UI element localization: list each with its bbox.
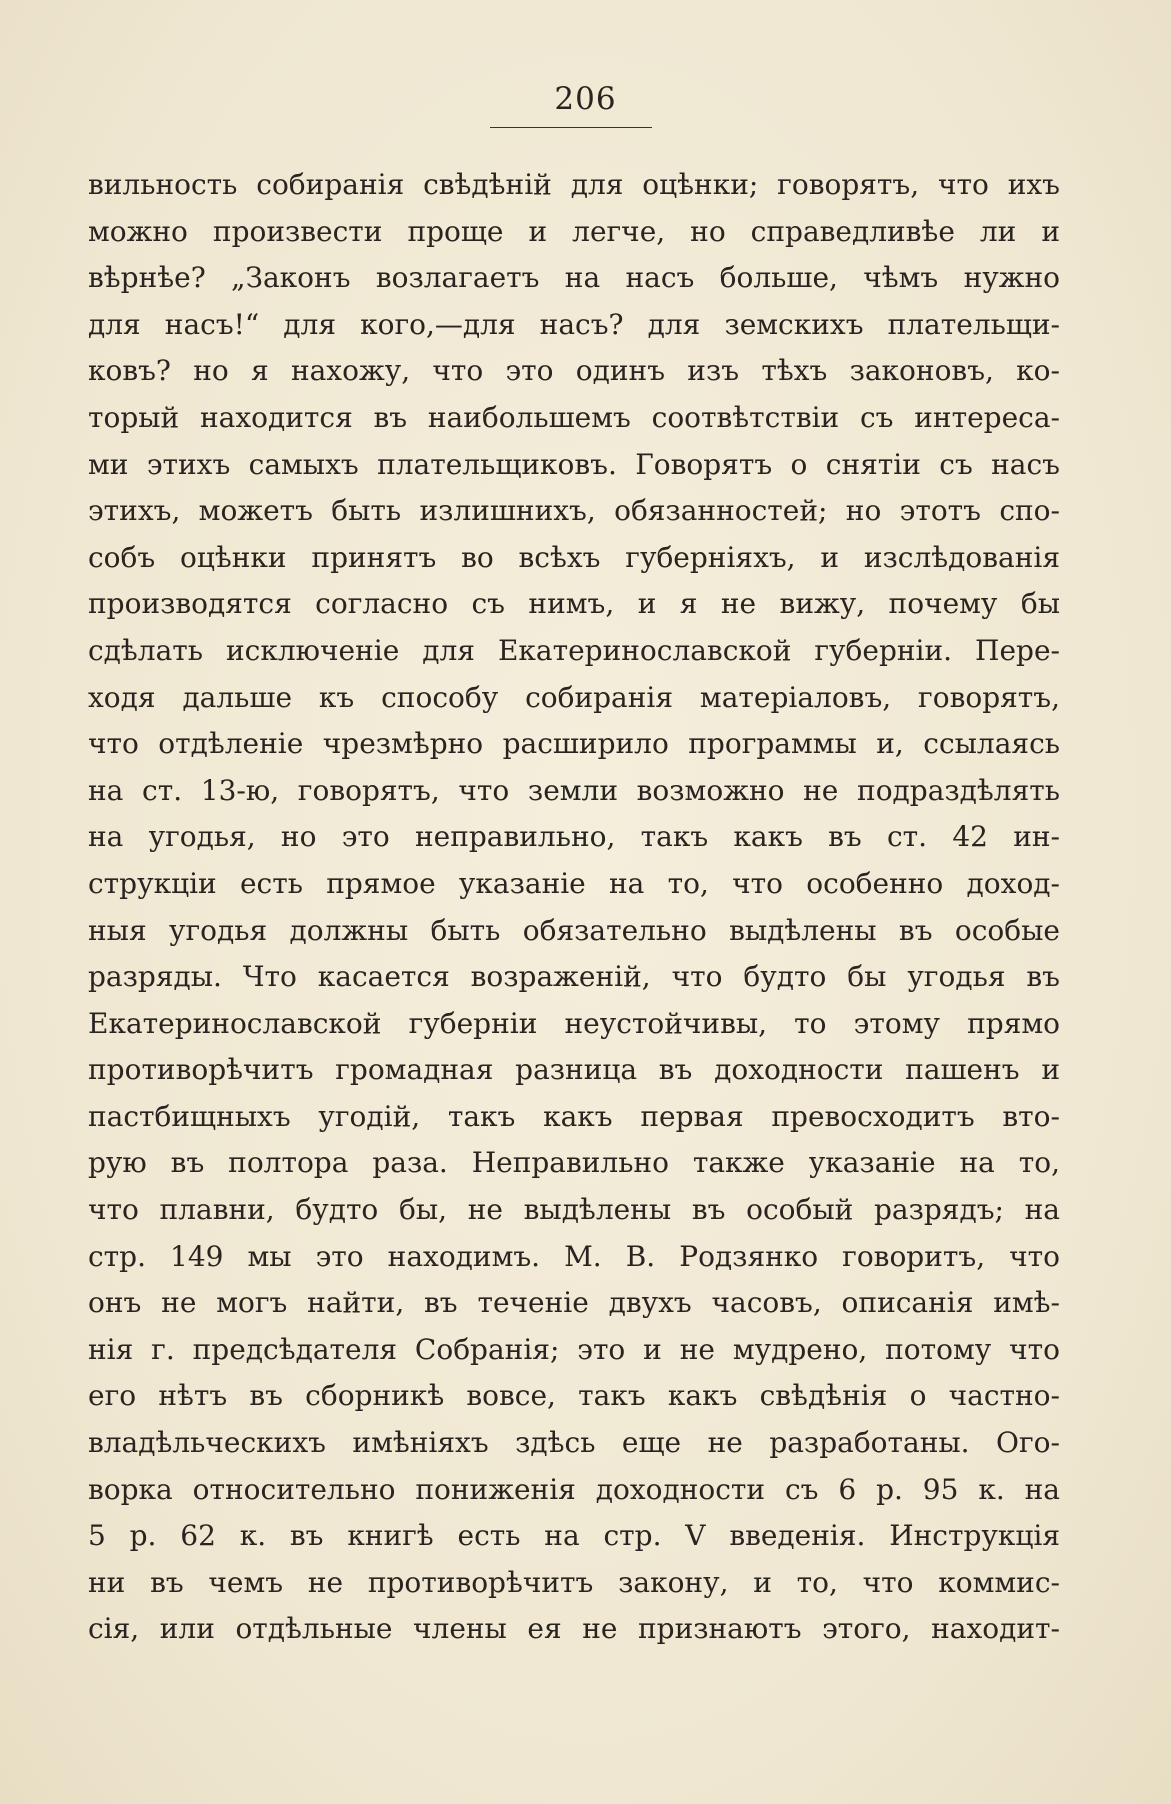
text-line: производятся согласно съ нимъ, и я не вижу, почему бы — [88, 587, 1060, 621]
text-line: разряды. Что касается возраженій, что будто бы угодья въ — [88, 960, 1060, 994]
text-line: ковъ? но я нахожу, что это одинъ изъ тѣхъ законовъ, ко- — [88, 354, 1060, 388]
text-line: что отдѣленіе чрезмѣрно расширило программы и, ссылаясь — [88, 727, 1060, 761]
text-line: 5 р. 62 к. въ книгѣ есть на стр. V введенія. Инструкція — [88, 1519, 1060, 1553]
text-line: ходя дальше къ способу собиранія матеріаловъ, говорятъ, — [88, 680, 1060, 714]
page-number: 206 — [554, 81, 617, 117]
text-line: его нѣтъ въ сборникѣ вовсе, такъ какъ свѣдѣнія о частно- — [88, 1379, 1060, 1413]
text-line: на угодья, но это неправильно, такъ какъ въ ст. 42 ин- — [88, 820, 1060, 854]
text-line: ныя угодья должны быть обязательно выдѣлены въ особые — [88, 913, 1060, 947]
text-line: ми этихъ самыхъ плательщиковъ. Говорятъ о снятіи съ насъ — [88, 447, 1060, 481]
text-line: для насъ!“ для кого,—для насъ? для земскихъ плательщи- — [88, 307, 1060, 341]
text-line: противорѣчитъ громадная разница въ доходности пашенъ и — [88, 1053, 1060, 1087]
text-line: рую въ полтора раза. Неправильно также указаніе на то, — [88, 1146, 1060, 1180]
text-line: владѣльческихъ имѣніяхъ здѣсь еще не разработаны. Ого- — [88, 1426, 1060, 1460]
text-line: вѣрнѣе? „Законъ возлагаетъ на насъ больше, чѣмъ нужно — [88, 261, 1060, 295]
text-line: на ст. 13-ю, говорятъ, что земли возможно не подраздѣлять — [88, 773, 1060, 807]
text-line: струкціи есть прямое указаніе на то, что особенно доход- — [88, 866, 1060, 900]
text-line: собъ оцѣнки принятъ во всѣхъ губерніяхъ, и изслѣдованія — [88, 540, 1060, 574]
text-line: ворка относительно пониженія доходности съ 6 р. 95 к. на — [88, 1472, 1060, 1506]
text-line: пастбищныхъ угодій, такъ какъ первая превосходитъ вто- — [88, 1099, 1060, 1133]
body-text — [88, 162, 1060, 1653]
text-line: можно произвести проще и легче, но справедливѣе ли и — [88, 214, 1060, 248]
text-line: нія г. предсѣдателя Собранія; это и не мудрено, потому что — [88, 1332, 1060, 1366]
text-line: вильность собиранія свѣдѣній для оцѣнки; говорятъ, что ихъ — [88, 168, 1060, 201]
text-line: сдѣлать исключеніе для Екатеринославской губерніи. Пере- — [88, 633, 1060, 667]
text-line: ни въ чемъ не противорѣчитъ закону, и то, что коммис- — [88, 1565, 1060, 1599]
page-number-rule — [490, 127, 652, 128]
text-line: Екатеринославской губерніи неустойчивы, то этому прямо — [88, 1006, 1060, 1040]
text-line: что плавни, будто бы, не выдѣлены въ особый разрядъ; на — [88, 1193, 1060, 1227]
text-line: стр. 149 мы это находимъ. М. В. Родзянко говоритъ, что — [88, 1239, 1060, 1273]
text-line: сія, или отдѣльные члены ея не признаютъ этого, находит- — [88, 1612, 1060, 1646]
text-line: онъ не могъ найти, въ теченіе двухъ часовъ, описанія имѣ- — [88, 1286, 1060, 1320]
text-line: этихъ, можетъ быть излишнихъ, обязанностей; но этотъ спо- — [88, 494, 1060, 528]
text-line: торый находится въ наибольшемъ соотвѣтствіи съ интереса- — [88, 400, 1060, 434]
